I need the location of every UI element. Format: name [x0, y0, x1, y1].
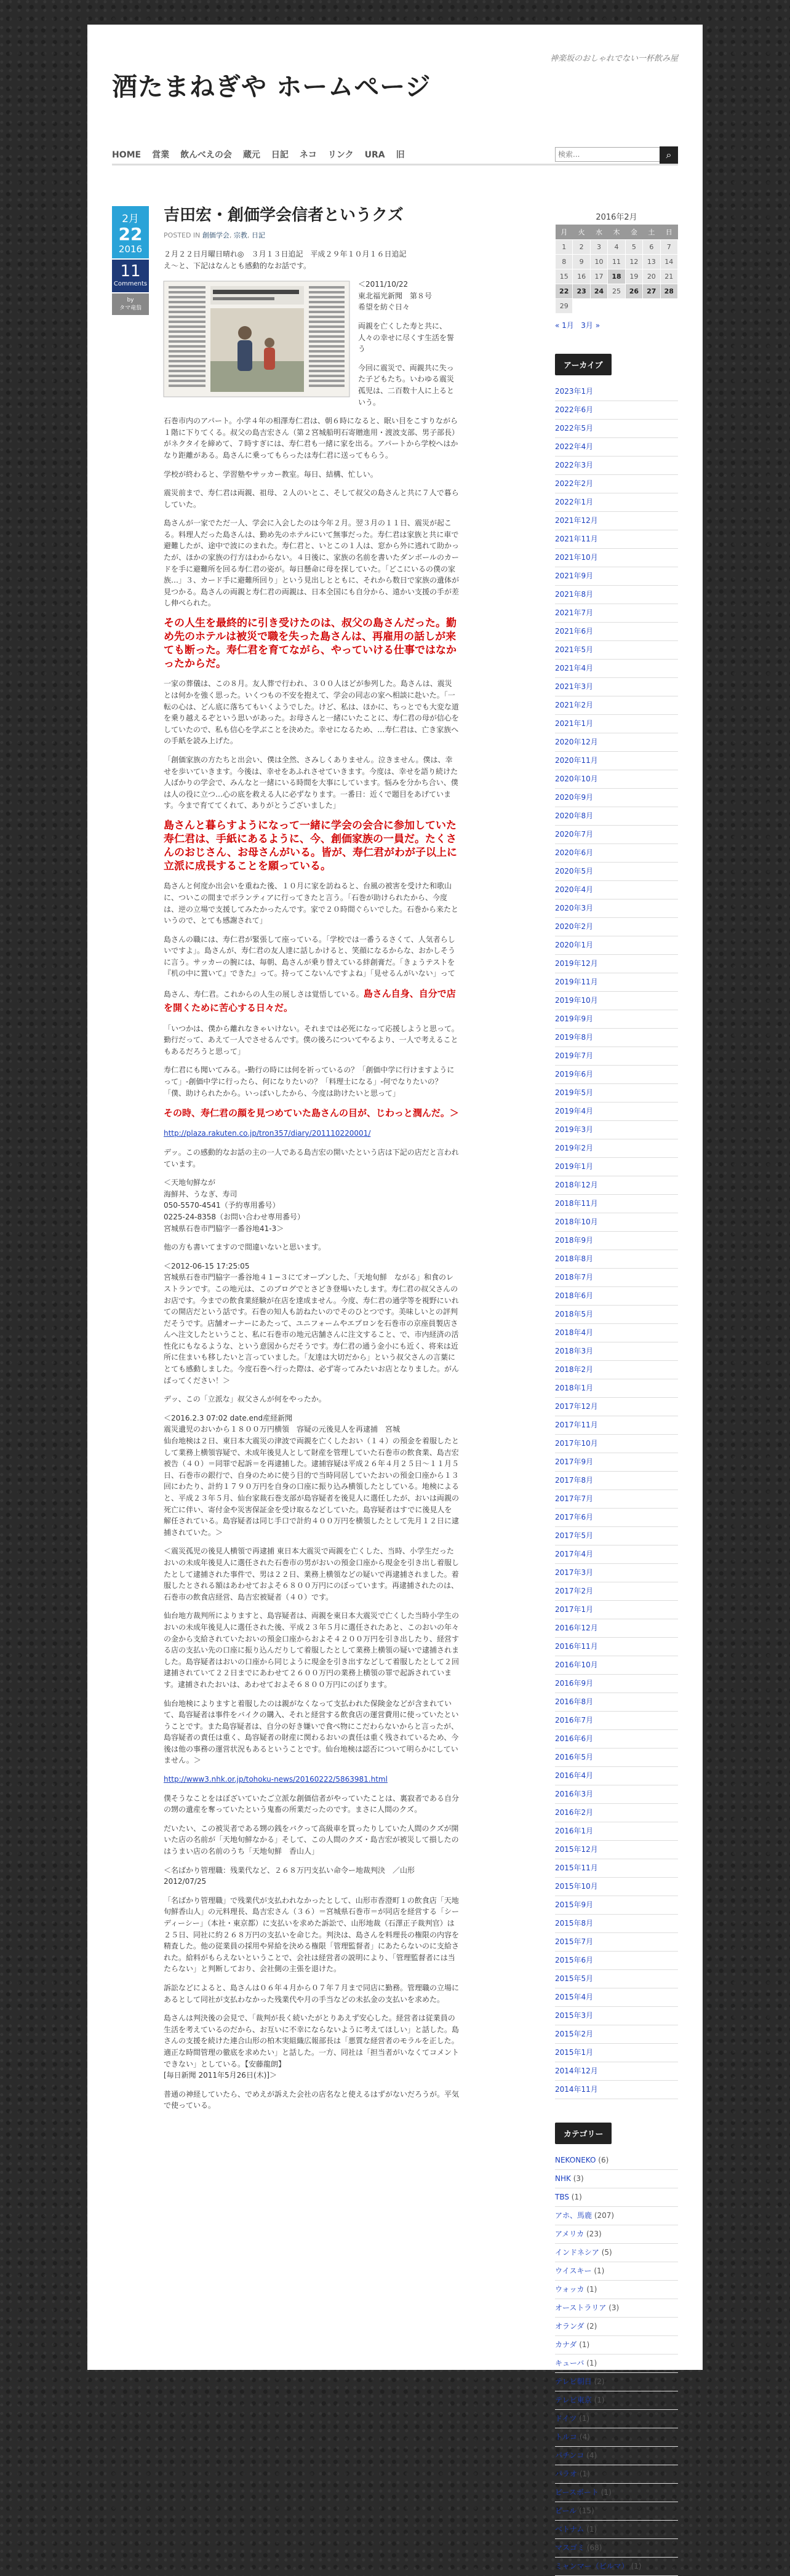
- calendar-day: 2: [573, 240, 590, 255]
- post-paragraph: 島さんが一家でただ一人、学会に入会したのは今年２月。翌３月の１１日、震災が起こる。料理人だった島さんは、勤め先のホテルにいて無事だった。寿仁君は家族と共に車で避難したが、途中で波にのまれた。寿仁君と、いとこの１人は、窓から外に逃れて助かったが、ほかの家族の行方はわからない。４日後に、家族の名前を書いたダンボールのカードを手に避難所を回る寿仁君の姿が。毎日懸命に母を探していた。「どこにいるの僕の家族…」３、カード手に避難所回り」という見出しとともに、それから数日で家族の遺体が見つかる。島さんの両親と寿仁君の両親は、日本全国にも自分から、遠かい支援の手が差し伸べられた。: [164, 519, 460, 608]
- category-name[interactable]: カナダ: [555, 2340, 577, 2349]
- post-paragraph: 島さんと何度か出会いを重ねた後、１０月に家を訪ねると、台風の被害を受けた和歌山に、ついこの間までボランティアに行ってきたと言う。「石巻が助けられたから、今度は、逆の立場で支援してみたかったんです。家で２０時間ぐらいでした。石巻から来たというので、とても感謝されて」: [164, 882, 459, 925]
- category-item[interactable]: [555, 2521, 678, 2539]
- archive-item[interactable]: 2018年4月: [555, 1324, 678, 1342]
- site-title[interactable]: 酒たまねぎや ホームページ: [112, 72, 431, 102]
- category-item[interactable]: [555, 2244, 678, 2262]
- nav-drinkers-club[interactable]: 飲んべえの会: [180, 150, 232, 160]
- category-count: (1): [586, 2359, 597, 2367]
- calendar-day: 29: [556, 299, 573, 314]
- highlight-text: 島さんと暮らすようになって一緒に学会の会合に参加していた寿仁君は、手紙にあるように、今、創価家族の一員だ。たくさんのおじさん、お母さんがいる。皆が、寿仁君がわが子以上に立派に成長することを願っている。: [164, 819, 458, 873]
- calendar-day: 17: [590, 269, 607, 284]
- archive-item[interactable]: 2018年2月: [555, 1361, 678, 1379]
- calendar-next-link[interactable]: 3月 »: [581, 321, 600, 330]
- category-count: (1): [579, 2470, 590, 2478]
- archive-item[interactable]: 2015年6月: [555, 1952, 678, 1970]
- category-item[interactable]: [555, 2188, 678, 2207]
- category-link[interactable]: 日記: [251, 231, 265, 239]
- quoted-news: 訴訟などによると、島さんは０６年４月から０７年７月まで同店に勤務。管理職の立場にあるとして同社が支払わなかった残業代や月の手当などの未払金の支払いを求めた。: [164, 1983, 460, 2004]
- category-item[interactable]: [555, 2170, 678, 2188]
- archive-item[interactable]: 2017年6月: [555, 1509, 678, 1527]
- archive-item[interactable]: 2022年3月: [555, 457, 678, 475]
- comment-count-badge[interactable]: [112, 260, 149, 292]
- post-year: 2016: [118, 244, 143, 255]
- post-intro: [164, 249, 459, 271]
- calendar-day: 5: [625, 240, 642, 255]
- archive-item[interactable]: 2016年5月: [555, 1749, 678, 1767]
- archive-item[interactable]: 2020年2月: [555, 918, 678, 936]
- paragraph-text: 島さん、寿仁君。これからの人生の展しさは覚悟している。: [164, 990, 364, 999]
- category-count: (1): [579, 2414, 590, 2423]
- archive-item[interactable]: 2018年11月: [555, 1195, 678, 1213]
- archive-item[interactable]: 2015年8月: [555, 1915, 678, 1933]
- calendar-day: 6: [643, 240, 660, 255]
- archive-item[interactable]: 2020年12月: [555, 733, 678, 752]
- category-name[interactable]: テレビ朝日: [555, 2377, 592, 2386]
- category-item[interactable]: [555, 2428, 678, 2447]
- comment-label: Comments: [113, 281, 148, 287]
- archive-item[interactable]: 2015年1月: [555, 2044, 678, 2062]
- archive-item[interactable]: 2023年1月: [555, 383, 678, 401]
- highlight-text: その時、寿仁君の顔を見つめていた島さんの目が、じわっと潤んだ。＞: [164, 1107, 459, 1119]
- source-link-wrap: [164, 1128, 459, 1139]
- source-link[interactable]: http://plaza.rakuten.co.jp/tron357/diary/201110220001/: [164, 1129, 371, 1138]
- calendar-day-with-post[interactable]: 28: [660, 284, 677, 299]
- category-count: (1): [579, 2340, 590, 2349]
- category-item[interactable]: [555, 2262, 678, 2281]
- archive-item[interactable]: 2017年9月: [555, 1453, 678, 1472]
- source-link[interactable]: http://www3.nhk.or.jp/tohoku-news/20160222/5863981.html: [164, 1775, 388, 1784]
- calendar-day: 8: [556, 255, 573, 269]
- post-date: [112, 206, 149, 258]
- shop-info: ＜天地旬鮮なが 海鮮丼、うなぎ、寿司 050-5570-4541（予約専用番号） 0225-24-8358（お問い合わせ専用番号） 宮城県石巻市門脇字一番谷地41-3＞: [164, 1178, 305, 1233]
- intro-line: ２月２２日月曜日晴れ◎ ３月１３日追記 平成２９年１０月１６日追記: [164, 250, 407, 258]
- category-item[interactable]: [555, 2225, 678, 2244]
- archive-item[interactable]: 2016年10月: [555, 1656, 678, 1675]
- archive-list: [555, 383, 678, 2099]
- calendar-day-with-post[interactable]: 22: [556, 284, 573, 299]
- archive-item[interactable]: 2019年12月: [555, 955, 678, 973]
- category-item[interactable]: [555, 2447, 678, 2465]
- archive-item[interactable]: 2017年5月: [555, 1527, 678, 1545]
- archive-item[interactable]: 2020年7月: [555, 826, 678, 844]
- category-count: (2): [594, 2377, 605, 2386]
- weekday-header: 金: [625, 225, 642, 240]
- archive-item[interactable]: 2019年5月: [555, 1084, 678, 1103]
- calendar: [555, 225, 678, 314]
- nav-cats[interactable]: ネコ: [299, 150, 317, 160]
- archive-item[interactable]: 2021年7月: [555, 604, 678, 623]
- archive-item[interactable]: 2015年3月: [555, 2007, 678, 2025]
- categories-list: [555, 2151, 678, 2576]
- archive-item[interactable]: 2020年5月: [555, 863, 678, 881]
- post-paragraph: 他の方も書いてますので間違いないと思います。: [164, 1243, 326, 1252]
- calendar-day: 12: [625, 255, 642, 269]
- category-name[interactable]: TBS: [555, 2193, 569, 2201]
- calendar-day: 25: [608, 284, 625, 299]
- archive-item[interactable]: 2022年1月: [555, 493, 678, 512]
- search-icon: ⌕: [666, 149, 672, 161]
- highlight-text: 島さん自身、自分で店を開くために苦心する日々だ。: [164, 988, 456, 1014]
- calendar-day: 4: [608, 240, 625, 255]
- archive-item[interactable]: 2014年11月: [555, 2081, 678, 2099]
- nav-home[interactable]: HOME: [112, 150, 142, 160]
- intro-line: え〜と、下記はなんとも感動的なお話です。: [164, 261, 311, 270]
- archive-item[interactable]: 2015年7月: [555, 1933, 678, 1952]
- calendar-day: 15: [556, 269, 573, 284]
- quoted-news: 仙台地検によりますと着服したのは親がなくなって支払われた保険金などが含まれていて、島容疑者は事件をバイクの購入、それと経営する飲食店の運営費用に使っていたということです。また島容疑者は、自分の好き嫌いで食べ物にこだわらないからと言ったが、島容疑者の責任は重く、島容疑者の財産に関わるおいの責任は重く残されているため、今後は他の事務の運営状況もあるということです。仙台地検は認否について明らかにしていません。＞: [164, 1699, 459, 1765]
- comment-count: 11: [120, 262, 141, 281]
- category-name[interactable]: ウォッカ: [555, 2285, 585, 2294]
- post-meta: POSTED IN 創価学会, 宗教, 日記: [164, 231, 265, 239]
- archive-item[interactable]: 2015年12月: [555, 1841, 678, 1859]
- post-paragraph: 「創価家族の方たちと出会い、僕は全然、さみしくありません。泣きません。僕は、幸せを歩いていきます。今後は、幸せをあふれさせていきます。今度は、幸せを語り続けた人ばかりの学会で、みんなと一緒にいる時間を大事にしています。悩みを分かち合い、僕は人の役に立つ…心の底を救える人に必ずなります。一番日：近くで題目をあげています。今まで育ててくれて、ありがとうございました」: [164, 755, 458, 810]
- archive-item[interactable]: 2017年1月: [555, 1601, 678, 1619]
- archive-item[interactable]: 2019年4月: [555, 1103, 678, 1121]
- archive-item[interactable]: 2020年10月: [555, 770, 678, 789]
- post-paragraph: 島さんの職には、寿仁君が緊張して座っている。「学校では一番うるさくて、人気者らしいですよ」。島さんが、寿仁君の友人達に話しかけると、笑顔になるからな、おかしそうに言う。サッカーの腕には、毎朝、島さんが乗り替えている絆創膏だ。「きょうテストを『机の中に置いて』できた』って。持ってこないんですよね」「見せるんがいない」って: [164, 935, 456, 978]
- category-link[interactable]: 宗教: [233, 231, 247, 239]
- calendar-day: 19: [625, 269, 642, 284]
- category-item[interactable]: [555, 2373, 678, 2391]
- archive-item[interactable]: 2017年2月: [555, 1582, 678, 1601]
- calendar-day: 20: [643, 269, 660, 284]
- post-paragraph: 震災前まで、寿仁君は両親、祖母、２人のいとこ、そして叔父の島さんと共に７人で暮らしていた。: [164, 488, 459, 509]
- weekday-header: 火: [573, 225, 590, 240]
- archive-item[interactable]: 2017年4月: [555, 1545, 678, 1564]
- category-name[interactable]: アメリカ: [555, 2230, 585, 2238]
- post-author: by タマ竜翁: [112, 293, 149, 315]
- archive-item[interactable]: 2018年5月: [555, 1306, 678, 1324]
- category-name[interactable]: ビースボート: [555, 2488, 599, 2497]
- calendar-day: 10: [590, 255, 607, 269]
- calendar-day-with-post[interactable]: 23: [573, 284, 590, 299]
- category-item[interactable]: [555, 2539, 678, 2558]
- archive-item[interactable]: 2022年5月: [555, 420, 678, 438]
- calendar-empty: [643, 299, 660, 314]
- archive-item[interactable]: 2021年4月: [555, 660, 678, 678]
- archive-title: アーカイブ: [555, 354, 612, 375]
- calendar-empty: [660, 299, 677, 314]
- search-button[interactable]: [660, 146, 678, 164]
- archive-item[interactable]: 2017年8月: [555, 1472, 678, 1490]
- highlight-text: その人生を最終的に引き受けたのは、叔父の島さんだった。勤め先のホテルは被災で職を失った島さんは、再雇用の話しが来ても断った。寿仁君を育てながら、やっていける仕事ではなかったからだ。: [164, 617, 457, 671]
- archive-item[interactable]: 2018年8月: [555, 1250, 678, 1269]
- category-item[interactable]: [555, 2391, 678, 2410]
- category-item[interactable]: [555, 2207, 678, 2225]
- archive-item[interactable]: 2020年9月: [555, 789, 678, 807]
- post-paragraph: 「いつかは、僕から離れなきゃいけない。それまでは必死になって応援しようと思って。勤行だって、あえて一人でさせるんです。僕の後ろについてやるより、一人で考えることもあるだろうと思って」: [164, 1024, 459, 1056]
- category-name[interactable]: ベトナム: [555, 2525, 585, 2534]
- category-item[interactable]: [555, 2465, 678, 2484]
- archive-item[interactable]: 2019年6月: [555, 1066, 678, 1084]
- category-count: (6): [598, 2156, 609, 2164]
- post-body: [164, 249, 459, 2111]
- archive-item[interactable]: 2018年12月: [555, 1176, 678, 1195]
- archive-item[interactable]: 2018年3月: [555, 1342, 678, 1361]
- category-name[interactable]: アホ、馬鹿: [555, 2211, 592, 2220]
- archive-item[interactable]: 2019年1月: [555, 1158, 678, 1176]
- clip-line: 希望を紡ぐ日々: [358, 303, 410, 312]
- clip-paragraph: 今回に震災で、両親共に失った子どもたち。いわゆる震災孤児は、二百数十人に上るという。: [358, 363, 455, 407]
- archive-item[interactable]: 2016年3月: [555, 1785, 678, 1804]
- category-item[interactable]: [555, 2558, 678, 2576]
- category-count: (68): [586, 2543, 602, 2552]
- archive-item[interactable]: 2020年3月: [555, 899, 678, 918]
- quoted-news: 島さんは判決後の会見で、「裁判が長く続いたがとりあえず安心した。経営者は従業員の生活を考えているのだから、お互いに不幸にならないように考えてほしい」と話した。島さんの支援を続けた連合山形の柏木実組織広報部長は「悪質な経営者のモラルを正した。適正な時間管理の徹底を求めたい」と話した。一方、同社は「担当者がいなくてコメントできない」としている。【安藤龍朗】 [毎日新聞 2011年5月26日(木)]＞: [164, 2014, 460, 2080]
- category-item[interactable]: [555, 2281, 678, 2299]
- category-name[interactable]: ミャンマー（ビルマ）: [555, 2562, 629, 2570]
- archive-item[interactable]: 2021年12月: [555, 512, 678, 530]
- calendar-empty: [573, 299, 590, 314]
- clip-line: 東北福光新聞 第８号: [358, 291, 433, 300]
- category-item[interactable]: [555, 2410, 678, 2428]
- calendar-day: 7: [660, 240, 677, 255]
- category-count: (3): [608, 2303, 620, 2312]
- category-count: (1): [631, 2562, 642, 2570]
- archive-item[interactable]: 2016年9月: [555, 1675, 678, 1693]
- category-name[interactable]: テレビ東京: [555, 2396, 592, 2404]
- category-name[interactable]: インドネシア: [555, 2248, 599, 2257]
- category-count: (207): [594, 2211, 615, 2220]
- quoted-news: ＜震災孤児の後見人横領で再逮捕 東日本大震災で両親を亡くした、当時、小学生だったおいの未成年後見人に選任された石巻市の男がおいの預金口座から現金を引き出し着服したとして逮捕された事件で、男は２２日、業務上横領などの疑いで再逮捕されました。着服したとされる額はあわせておよそ６８００万円にのぼっています。再逮捕されたのは、石巻市の飲食店経営、島吉宏被疑者（４０）です。: [164, 1547, 460, 1601]
- category-item[interactable]: [555, 2299, 678, 2318]
- archive-item[interactable]: 2019年11月: [555, 973, 678, 992]
- nav-links[interactable]: リンク: [327, 150, 354, 160]
- archive-item[interactable]: 2016年11月: [555, 1638, 678, 1656]
- category-name[interactable]: ドイツ: [555, 2414, 577, 2423]
- archive-item[interactable]: 2017年12月: [555, 1398, 678, 1416]
- archive-item[interactable]: 2021年8月: [555, 586, 678, 604]
- category-count: (4): [586, 2451, 597, 2460]
- weekday-header: 土: [643, 225, 660, 240]
- search-input[interactable]: [555, 147, 664, 162]
- archive-item[interactable]: 2016年2月: [555, 1804, 678, 1822]
- archive-item[interactable]: 2022年6月: [555, 401, 678, 420]
- nav-old[interactable]: 旧: [396, 150, 405, 160]
- archive-item[interactable]: 2016年4月: [555, 1767, 678, 1785]
- post-title[interactable]: 吉田宏・創価学会信者というクズ: [164, 206, 404, 225]
- archive-item[interactable]: 2016年8月: [555, 1693, 678, 1712]
- calendar-day: 1: [556, 240, 573, 255]
- calendar-nav: [555, 320, 678, 330]
- calendar-prev-link[interactable]: « 1月: [555, 321, 574, 330]
- post-paragraph: 普通の神経していたら、でめえが訴えた会社の店名なと使えるはずがないだろうが。平気で使っている。: [164, 2089, 460, 2110]
- nav-breweries[interactable]: 蔵元: [242, 150, 260, 160]
- calendar-day: 21: [660, 269, 677, 284]
- calendar-day-with-post[interactable]: 27: [643, 284, 660, 299]
- archive-item[interactable]: 2021年11月: [555, 530, 678, 549]
- category-name[interactable]: キューバ: [555, 2359, 585, 2367]
- archive-item[interactable]: 2015年9月: [555, 1896, 678, 1915]
- archive-item[interactable]: 2018年9月: [555, 1232, 678, 1250]
- weekday-header: 木: [608, 225, 625, 240]
- archive-item[interactable]: 2019年10月: [555, 992, 678, 1010]
- category-count: (1): [594, 2396, 605, 2404]
- category-count: (23): [586, 2230, 602, 2238]
- calendar-day: 14: [660, 255, 677, 269]
- nav-diary[interactable]: 日記: [271, 150, 289, 160]
- category-count: (1): [586, 2285, 597, 2294]
- archive-item[interactable]: 2022年2月: [555, 475, 678, 493]
- category-item[interactable]: [555, 2355, 678, 2373]
- archive-item[interactable]: 2018年1月: [555, 1379, 678, 1398]
- category-count: (1): [586, 2525, 597, 2534]
- quoted-news: ＜2016.2.3 07:02 date.end産経新聞 震災遺児のおいから１８００万円横領 容疑の元後見人を再逮捕 宮城 仙台地検は２日、東日本大震災の津波で両親を亡くしたおい（１４）の預金を着服したとして業務上横領容疑で、未成年後見人として財産を管理していた石巻市の飲食業、島吉宏被告（４０）＝同罪で起訴＝を再逮捕した。逮捕容疑は平成２６年４月２５日〜１１月５日、石巻市の銀行で、自身のために使う目的で当時同居していたおいの預金口座から１３回にわたり、計約１７９０万円を自身の口座に振り込み横領したとしている。地検によると、平成２３年５月、仙台家裁石巻支部が島容疑者を後見人に選任したが、おいは両親の死亡に伴い、寄付金や災害保証金を受け取るなどしていた。島容疑者はすでに後見人を解任されている。島容疑者は同じ手口で計約４００万円を横領したとして先月１２日に逮捕されていた。＞: [164, 1413, 460, 1537]
- categories-title: カテゴリー: [555, 2123, 612, 2144]
- archive-item[interactable]: 2016年12月: [555, 1619, 678, 1638]
- clip-paragraph: 石巻市内のアパート。小学４年の相澤寿仁君は、朝６時になると、眠い目をこすりながら１階に下りてくる。叔父の島吉宏さん（第２宮城船明石寄贈進用・渡波支部、男子部長）がネクタイを締めて、７時すぎには、寿仁君も一緒に家を出る。アパートから学校へはかなり距離がある。島さんに乗ってもらったは寿仁君に送ってもらう。: [164, 417, 460, 460]
- source-link-wrap: [164, 1774, 459, 1785]
- category-name[interactable]: オーストラリア: [555, 2303, 607, 2312]
- archive-item[interactable]: 2020年11月: [555, 752, 678, 770]
- category-count: (3): [573, 2174, 584, 2183]
- weekday-header: 月: [556, 225, 573, 240]
- post-paragraph: デッ、この「立派な」叔父さんが何をやったか。: [164, 1395, 326, 1404]
- site-tagline: 神楽坂のおしゃれでない一杯飲み屋: [549, 54, 678, 63]
- category-count: (2): [586, 2322, 597, 2331]
- archive-item[interactable]: 2021年1月: [555, 715, 678, 733]
- calendar-day: 9: [573, 255, 590, 269]
- archive-item[interactable]: 2020年8月: [555, 807, 678, 826]
- calendar-day: 11: [608, 255, 625, 269]
- page-container: [87, 25, 703, 2570]
- archive-item[interactable]: 2016年6月: [555, 1730, 678, 1749]
- archive-item[interactable]: 2020年6月: [555, 844, 678, 863]
- category-count: (4): [579, 2433, 590, 2441]
- category-name[interactable]: ウイスキー: [555, 2267, 592, 2275]
- archive-item[interactable]: 2016年1月: [555, 1822, 678, 1841]
- nav-ura[interactable]: URA: [364, 150, 385, 160]
- post-paragraph: 寿仁君にも聞いてみる。-勤行の時には何を祈っているの？「創価中学に行けますようにって」-創価中学に行ったら、何になりたいの？「料理士になる」-何でなりたいの？「僕、助けられたから。いっぱいしたから、今度は助けたいと思って」: [164, 1066, 455, 1098]
- category-item[interactable]: [555, 2502, 678, 2521]
- category-count: (15): [579, 2506, 594, 2515]
- weekday-header: 日: [660, 225, 677, 240]
- archive-item[interactable]: 2019年9月: [555, 1010, 678, 1029]
- archive-item[interactable]: 2021年3月: [555, 678, 678, 696]
- calendar-day-with-post[interactable]: 18: [608, 269, 625, 284]
- archive-item[interactable]: 2021年9月: [555, 567, 678, 586]
- newspaper-clipping-image: [164, 281, 349, 397]
- quoted-blog: ＜2012-06-15 17:25:05 宮城県石巻市門脇字一番谷地４１−３にてオープンした、「天地旬鮮 ながる」和食のレストランです。この地元は、このブログでとさどき登場いたします。寿仁君の叔父さんのお店です。今までの飲食業経験が在店を達成ません。今度、寿仁君の通学等を視野にいれての開店だという話です。石巻の知人も訪ねたいのでそのひとつです。美味しいとの評判だそうです。店舗オーナーにあたって、ユニフォームやエプロンを石巻市の京座員製店さんへ注文したということ、私に石巻市の地元店舗さんに注文すること、で、市内経済の活性化にもなるような、という意図からだそうです。寿仁君の通う金小にも近く、将来は近所に住まいも移したいと言っていました。「友達は大切だから」という叔父さんの言葉にとても感動しました。今度石巻へ行った際は、必ず寄ってみたいお店となりました。がんばってください！＞: [164, 1261, 460, 1385]
- archive-item[interactable]: 2017年3月: [555, 1564, 678, 1582]
- category-name[interactable]: パチンコ: [555, 2451, 585, 2460]
- quoted-news: 仙台地方裁判所によりますと、島容疑者は、両親を東日本大震災で亡くした当時小学生のおいの未成年後見人に選任された後、平成２３年５月に選任されたあと、このおいの年々の金から支給されていたおいの預金口座からおよそ４２００万円を引き出したり、経営する店の支払い先の口座に振り込んだりして着服したとして業務上横領の疑いで逮捕されました。島容疑者はおいの口座から同じように現金を引き出すなどして着服したとして２回逮捕されていて２２日までにあわせて２６００万円の業務上横領の罪で起訴されています。逮捕されたおいは、あわせておよそ６８００万円にのぼります。: [164, 1611, 460, 1689]
- category-item[interactable]: [555, 2151, 678, 2170]
- calendar-day-with-post[interactable]: 24: [590, 284, 607, 299]
- post-paragraph: 僕そうなことをはぼざいていたご立派な創価信者がやっていたことは、裏寂者である自分の甥の遺産を奪っていたという鬼畜の所業だったのです。まさに人間のクズ。: [164, 1793, 460, 1814]
- search-form: [555, 146, 678, 164]
- post-paragraph: [164, 987, 459, 1016]
- archive-item[interactable]: 2022年4月: [555, 438, 678, 457]
- archive-item[interactable]: 2017年7月: [555, 1490, 678, 1509]
- archive-item[interactable]: 2021年10月: [555, 549, 678, 567]
- archive-item[interactable]: 2020年1月: [555, 936, 678, 955]
- calendar-caption: 2016年2月: [596, 213, 637, 222]
- calendar-empty: [608, 299, 625, 314]
- posted-in-label: POSTED IN: [164, 231, 201, 239]
- clip-line: ＜2011/10/22: [358, 280, 409, 289]
- clip-paragraph: 学校が終わると、学習塾やサッカー教室。毎日、結構、忙しい。: [164, 469, 378, 479]
- post-date-box: [112, 206, 149, 315]
- post-day: 22: [118, 224, 143, 244]
- sidebar: [555, 210, 678, 2576]
- category-name[interactable]: オランダ: [555, 2322, 585, 2331]
- post-paragraph: 一家の葬儀は、この８月。友人葬で行われ、３００人ほどが参列した。島さんは、震災とは何かを強く思った。いくつもの不安を抱えて、学会の同志の家へ相談に赴いた。「一転の心は、どん底に落ちてもいくようでした。けど、私は、ほかに、ちっとでも大変な道を乗り越えるぞという思いがあった。お母さんと一緒にいたことに、寿仁君の母が信心をしていたので、私も信心を学ぶことを決めた。幸せになるため、…寿仁君は、亡き家族への手紙を読み上げた。: [164, 679, 459, 746]
- archive-item[interactable]: 2015年4月: [555, 1988, 678, 2007]
- category-name[interactable]: マスゴミ: [555, 2543, 585, 2552]
- archive-item[interactable]: 2016年7月: [555, 1712, 678, 1730]
- category-item[interactable]: [555, 2336, 678, 2355]
- archive-item[interactable]: 2021年2月: [555, 696, 678, 715]
- category-count: (1): [600, 2488, 612, 2497]
- quoted-news: 「名ばかり管理職」で残業代が支払われなかったとして、山形市香澄町１の飲食店「天地旬鮮香山人」の元料理長、島吉宏さん（３６）＝宮城県石巻市＝が同店を経営する「シーディーシー」（本社・東京都）に支払いを求めた訴訟で、山形地裁（石澤正子裁判官）は２５日、同社に約２６８万円の支払いを命じた。判決は、島さんを料理長の権限の内容を精査した。他の従業員の採用や昇給を決める権限「管理監督者」にあたらないのに支給された。給料がもらえないということで、会社は経営者の説明により、「管理監督者には当たらない」と判断しており、会社側の主張を退けた。: [164, 1896, 460, 1974]
- archive-item[interactable]: 2018年6月: [555, 1287, 678, 1306]
- archive-item[interactable]: 2015年2月: [555, 2025, 678, 2044]
- post-paragraph: デッ。この感動的なお話の主の一人である島吉宏の開いたという店は下記の店だと言われています。: [164, 1147, 459, 1168]
- calendar-empty: [590, 299, 607, 314]
- calendar-day: 16: [573, 269, 590, 284]
- category-name[interactable]: ビール: [555, 2506, 577, 2515]
- weekday-header: 水: [590, 225, 607, 240]
- archive-item[interactable]: 2020年4月: [555, 881, 678, 899]
- archive-item[interactable]: 2017年11月: [555, 1416, 678, 1435]
- category-count: (1): [594, 2267, 605, 2275]
- archive-item[interactable]: 2019年8月: [555, 1029, 678, 1047]
- nav-business[interactable]: 営業: [152, 150, 170, 160]
- archive-item[interactable]: 2014年12月: [555, 2062, 678, 2081]
- archive-item[interactable]: 2018年7月: [555, 1269, 678, 1287]
- calendar-empty: [625, 299, 642, 314]
- archive-item[interactable]: 2017年10月: [555, 1435, 678, 1453]
- archive-item[interactable]: 2021年5月: [555, 641, 678, 660]
- archive-item[interactable]: 2021年6月: [555, 623, 678, 641]
- archive-item[interactable]: 2019年3月: [555, 1121, 678, 1139]
- calendar-day: 13: [643, 255, 660, 269]
- archive-item[interactable]: 2015年10月: [555, 1878, 678, 1896]
- category-count: (1): [571, 2193, 582, 2201]
- post-paragraph: だいたい、この被災者である甥の銭をバクって高級車を買ったりしていた人間のクズが開いた店の名前が「天地旬鮮なかる」そして、この人間のクズ・島吉宏が被災して損したのはうまい店の名前のうち「天地旬鮮 香山人」: [164, 1824, 459, 1856]
- archive-item[interactable]: 2015年5月: [555, 1970, 678, 1988]
- post-month: 2月: [122, 213, 139, 225]
- category-link[interactable]: 創価学会: [202, 231, 229, 239]
- quoted-news: ＜名ばかり管理職：残業代など、２６８万円支払い命令ー地裁判決 ／山形 2012/07/25: [164, 1865, 415, 1886]
- calendar-day-with-post[interactable]: 26: [625, 284, 642, 299]
- category-name[interactable]: NHK: [555, 2174, 571, 2183]
- category-name[interactable]: トルコ: [555, 2433, 578, 2441]
- clip-paragraph: 両親を亡くした寿と共に、人々の幸せに尽くす生活を誓う: [358, 321, 455, 354]
- archive-item[interactable]: 2019年7月: [555, 1047, 678, 1066]
- calendar-day: 3: [590, 240, 607, 255]
- category-name[interactable]: NEKONEKO: [555, 2156, 596, 2164]
- category-count: (5): [601, 2248, 612, 2257]
- archive-item[interactable]: 2018年10月: [555, 1213, 678, 1232]
- archive-item[interactable]: 2015年11月: [555, 1859, 678, 1878]
- category-name[interactable]: パラオ: [555, 2470, 578, 2478]
- category-item[interactable]: [555, 2484, 678, 2502]
- category-item[interactable]: [555, 2318, 678, 2336]
- archive-item[interactable]: 2019年2月: [555, 1139, 678, 1158]
- post: [164, 203, 459, 2119]
